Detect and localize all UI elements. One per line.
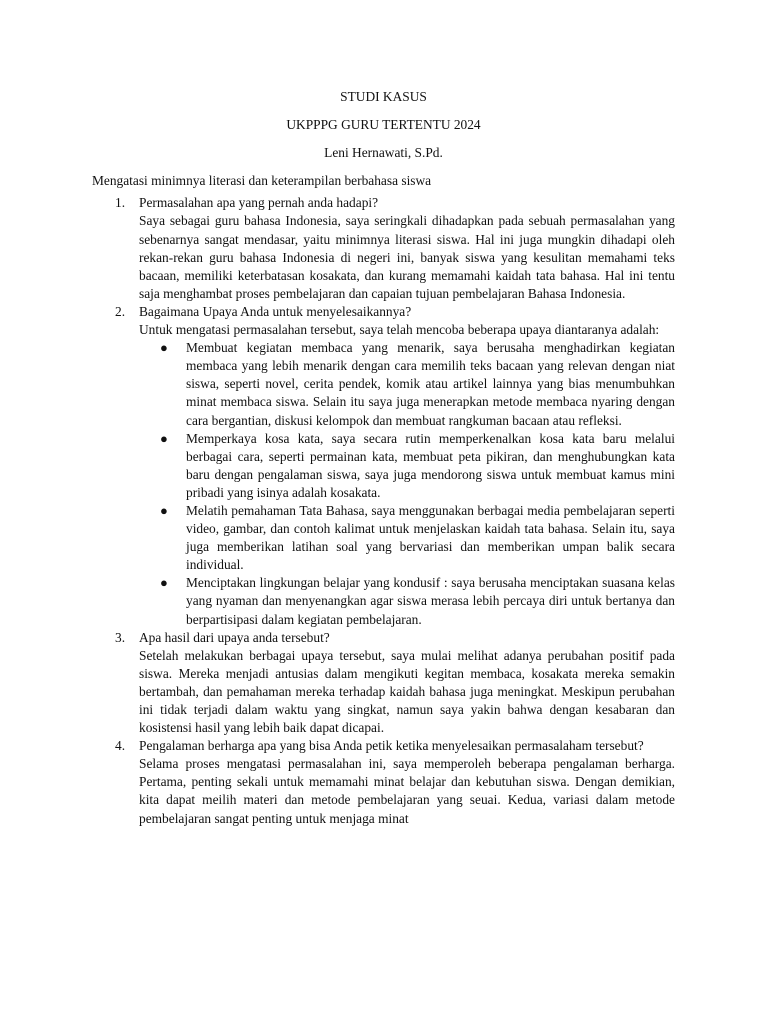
question-number: 2. — [115, 303, 126, 319]
question-text: Bagaimana Upaya Anda untuk menyelesaikannya? — [139, 303, 412, 319]
bullet-dot-icon: ● — [160, 502, 168, 518]
bullet-dot-icon: ● — [160, 575, 168, 591]
bullet-item — [139, 502, 675, 574]
bullet-item — [139, 339, 675, 429]
question-list — [92, 194, 675, 827]
author-name: Leni Hernawati, S.Pd. — [324, 145, 443, 161]
question-text: Pengalaman berharga apa yang bisa Anda petik ketika menyelesaikan permasalaham tersebut? — [139, 738, 644, 754]
answer-text: Untuk mengatasi permasalahan tersebut, saya telah mencoba beberapa upaya diantaranya adalah: — [139, 322, 660, 338]
answer-text: Selama proses mengatasi permasalahan ini, saya memperoleh beberapa pengalaman berharga. Pertama, penting sekali untuk memamahi minat belajar dan kebutuhan siswa. Dengan demikian, kita dapat meilih materi dan metode pembelajaran yang seuai. Kedua, variasi dalam metode pembelajaran sangat penting untuk menjaga minat — [139, 756, 675, 826]
bullet-text: Melatih pemahaman Tata Bahasa, saya menggunakan berbagai media pembelajaran seperti video, gambar, dan contoh kalimat untuk menjelaskan kaidah tata bahasa. Selain itu, saya juga memberikan latihan soal yang bervariasi dan memberikan umpan balik secara individual. — [186, 502, 675, 573]
answer-text: Setelah melakukan berbagai upaya tersebut, saya mulai melihat adanya perubahan positif pada siswa. Mereka menjadi antusias dalam mengikuti kegitan membaca, kosakata mereka semakin bertambah, dan pemahaman mereka terhadap kaidah bahasa juga meningkat. Meskipun perubahan ini tidak terjadi dalam waktu yang singkat, namun saya yakin bahwa dengan kesabaran dan kosistensi hasil yang lebih baik dapat dicapai. — [139, 647, 675, 736]
document-title: STUDI KASUS — [340, 89, 427, 104]
bullet-item — [139, 430, 675, 502]
bullet-item — [139, 574, 675, 628]
question-item-3 — [92, 629, 675, 738]
document-page — [92, 88, 675, 828]
bullet-text: Menciptakan lingkungan belajar yang kondusif : saya berusaha menciptakan suasana kelas yang nyaman dan menyenangkan agar siswa merasa lebih percaya diri untuk bertanya dan berpartisipasi dalam kegiatan pembelajaran. — [186, 575, 675, 627]
effort-bullet-list — [139, 339, 675, 629]
case-topic: Mengatasi minimnya literasi dan keterampilan berbahasa siswa — [92, 173, 432, 189]
answer-text: Saya sebagai guru bahasa Indonesia, saya seringkali dihadapkan pada sebuah permasalahan yang sebenarnya sangat mendasar, yaitu minimnya literasi siswa. Hal ini juga mungkin dihadapi oleh rekan-rekan guru bahasa Indonesia di negeri ini, banyak siswa yang kesulitan memahami teks bacaan, memiliki keterbatasan kosakata, dan kurang memamahi kaidah tata bahasa. Hal ini tentu saja menghambat proses pembelajaran dan capaian tujuan pembelajaran Bahasa Indonesia. — [139, 213, 675, 301]
question-number: 1. — [115, 195, 126, 211]
bullet-dot-icon: ● — [160, 340, 168, 356]
question-text: Apa hasil dari upaya anda tersebut? — [139, 629, 330, 645]
question-item-1 — [92, 194, 675, 303]
bullet-text: Memperkaya kosa kata, saya secara rutin memperkenalkan kosa kata baru melalui berbagai cara, seperti permainan kata, membuat peta pikiran, dan menghubungkan kata baru dengan pengalaman siswa, saya juga mendorong siswa untuk membuat kamus mini pribadi yang isinya adalah kosakata. — [186, 430, 675, 500]
question-number: 4. — [115, 738, 126, 754]
bullet-dot-icon: ● — [160, 430, 168, 446]
document-subtitle: UKPPPG GURU TERTENTU 2024 — [286, 117, 481, 133]
bullet-text: Membuat kegiatan membaca yang menarik, saya berusaha menghadirkan kegiatan membaca yang lebih menarik dengan cara memilih teks bacaan yang relevan dengan niat siswa, seperti novel, cerita pendek, komik atau artikel lainnya yang bias menumbuhkan minat membaca siswa. Selain itu saya juga menerapkan metode membaca nyaring dengan cara bergantian, diskusi kelompok dan membuat rangkuman bacaan atau refleksi. — [186, 340, 675, 428]
question-item-2 — [92, 303, 675, 629]
question-number: 3. — [115, 629, 126, 645]
question-item-4 — [92, 737, 675, 827]
question-text: Permasalahan apa yang pernah anda hadapi? — [139, 195, 379, 211]
